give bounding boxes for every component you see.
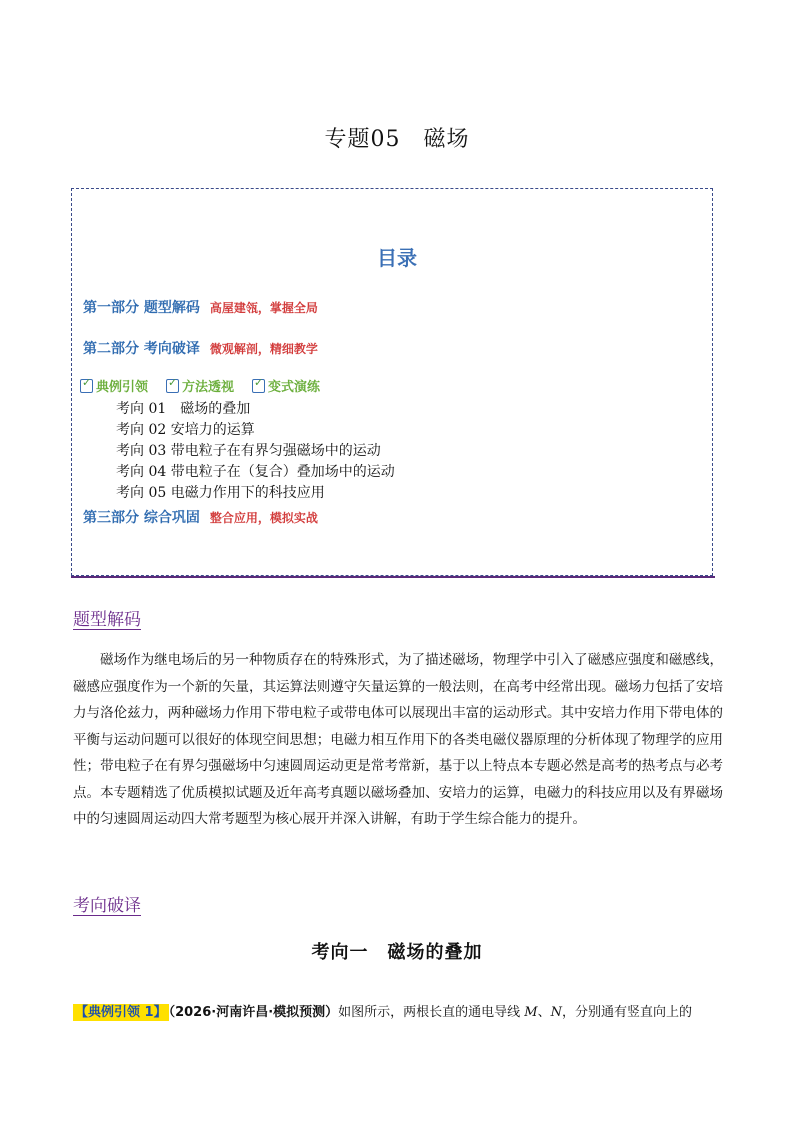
- legend-label: 方法透视: [182, 380, 235, 395]
- toc-heading: 目录: [377, 246, 417, 270]
- checklist-icon: [166, 379, 179, 393]
- section-heading-decode: 题型解码: [73, 610, 141, 630]
- example-source: （2026·河南许昌·模拟预测）: [168, 1005, 339, 1020]
- legend-item-examples: [80, 376, 148, 395]
- toc-box-bottom-rule: [71, 576, 715, 578]
- toc-part-3[interactable]: [83, 507, 318, 527]
- example-line: [73, 1001, 733, 1020]
- checklist-icon: [252, 379, 265, 393]
- example-text: 如图所示，两根长直的通电导线: [338, 1005, 525, 1020]
- document-title: 专题05 磁场: [324, 127, 470, 152]
- direction-subheading: 考向一 磁场的叠加: [311, 942, 483, 963]
- toc-part-tag: 高屋建瓴，掌握全局: [209, 301, 318, 315]
- toc-part-label: 第二部分 考向破译: [83, 341, 200, 357]
- toc-entry-3[interactable]: 考向 03 带电粒子在有界匀强磁场中的运动: [116, 443, 381, 459]
- variable-n: N: [550, 1005, 562, 1020]
- toc-part-1[interactable]: [83, 297, 318, 317]
- section-heading-directions: 考向破译: [73, 896, 141, 916]
- legend-item-methods: [166, 376, 234, 395]
- separator: 、: [537, 1005, 551, 1020]
- toc-entry-2[interactable]: 考向 02 安培力的运算: [116, 422, 255, 438]
- toc-part-2[interactable]: [83, 338, 318, 358]
- toc-entry-1[interactable]: 考向 01 磁场的叠加: [116, 401, 251, 417]
- legend-label: 变式演练: [268, 380, 321, 395]
- intro-paragraph: 磁场作为继电场后的另一种物质存在的特殊形式，为了描述磁场，物理学中引入了磁感应强度和磁感线，磁感应强度作为一个新的矢量，其运算法则遵守矢量运算的一般法则，在高考中经常出现。磁场力包括了安培力与洛伦兹力，两种磁场力作用下带电粒子或带电体可以展现出丰富的运动形式。其中安培力作用下带电体的平衡与运动问题可以很好的体现空间思想；电磁力相互作用下的各类电磁仪器原理的分析体现了物理学的应用性；带电粒子在有界匀强磁场中匀速圆周运动更是常考常新，基于以上特点本专题必然是高考的热考点与必考点。本专题精选了优质模拟试题及近年高考真题以磁场叠加、安培力的运算，电磁力的科技应用以及有界磁场中的匀速圆周运动四大常考题型为核心展开并深入讲解，有助于学生综合能力的提升。: [73, 652, 723, 827]
- toc-entry-4[interactable]: 考向 04 带电粒子在（复合）叠加场中的运动: [116, 464, 395, 480]
- toc-part-tag: 整合应用，模拟实战: [209, 511, 318, 525]
- toc-part-tag: 微观解剖，精细教学: [209, 342, 318, 356]
- variable-m: M: [524, 1005, 538, 1020]
- legend-item-variants: [252, 376, 320, 395]
- toc-entry-5[interactable]: 考向 05 电磁力作用下的科技应用: [116, 485, 325, 501]
- checklist-icon: [80, 379, 93, 393]
- toc-legend-row: [80, 376, 338, 395]
- legend-label: 典例引领: [96, 380, 149, 395]
- example-text-tail: ，分别通有竖直向上的: [561, 1005, 692, 1020]
- example-tag: 【典例引领 1】: [75, 1005, 167, 1020]
- toc-part-label: 第一部分 题型解码: [83, 300, 200, 316]
- toc-part-label: 第三部分 综合巩固: [83, 510, 200, 526]
